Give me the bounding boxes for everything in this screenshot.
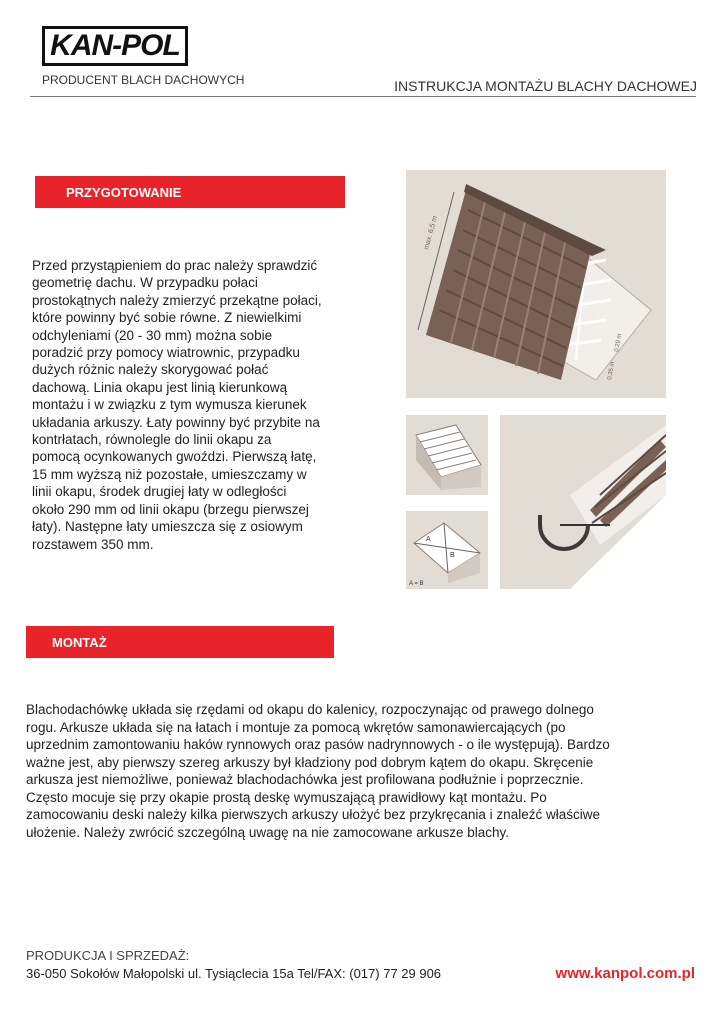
roof-battens-svg [406,415,488,495]
footer-website-link[interactable]: www.kanpol.com.pl [555,965,695,982]
preparation-paragraph: Przed przystąpieniem do prac należy sprawdzić geometrię dachu. W przypadku połaci prostokątnych należy zmierzyć przekątne połaci, które powinny być sobie równe. Z niewielkimi odchyleniami (20 - 30 mm) można sobie poradzić przy pomocy wiatrownic, przypadku dużych różnic należy skorygować połać dachową. Linia okapu jest linią kierunkową montażu i w związku z tym wymusza kierunek układania arkuszy. Łaty powinny być przybite na kontrłatach, równolegle do linii okapu za pomocą ocynkowanych gwoździ. Pierwszą łatę, 15 mm wyższą niż pozostałe, umieszczamy w linii okapu, środek drugiej łaty w odległości około 290 mm od linii okapu (brzegu pierwszej łaty). Następne łaty umieszcza się z osiowym rozstawem 350 mm. [32,258,322,552]
diagonal-equation: A = B [409,581,424,587]
diagonal-check-svg [406,511,488,589]
logo-text: KAN-POL [50,29,180,62]
header-divider [30,96,696,97]
section-heading-label: PRZYGOTOWANIE [66,185,182,200]
footer-address: 36-050 Sokołów Małopolski ul. Tysiąclecia 15a Tel/FAX: (017) 77 29 906 [26,966,442,981]
gutter-illustration [500,415,666,589]
dimension-label-long: max. 6,5 m [423,215,439,251]
company-logo [42,26,188,66]
dimension-label-short: 0,29 m [614,333,624,353]
section-heading-montaz [26,626,334,658]
roof-battens-illustration [406,415,488,495]
roof-illustration-svg [406,170,666,398]
section-heading-label: MONTAŻ [52,635,107,650]
dimension-label-short2: 0,35 m [607,361,617,381]
gutter-svg [500,415,666,589]
installation-paragraph: Blachodachówkę układa się rzędami od okapu do kalenicy, rozpoczynając od prawego dolnego rogu. Arkusze układa się na łatach i montuje za pomocą wkrętów samonawiercających (po uprzednim zamontowaniu haków rynnowych oraz pasów nadrynnowych - o ile występują). Bardzo ważne jest, aby pierwszy szereg arkuszy był kładziony pod dobrym kątem do okapu. Skręcenie arkusza jest niemożliwe, ponieważ blachodachówka jest profilowana podłużnie i poprzecznie. Często mocuje się przy okapie prostą deskę wymuszającą prawidłowy kąt montażu. Po zamocowaniu deski należy kilka pierwszych arkuszy ułożyć bez przykręcania i znaleźć właściwe ułożenie. Należy zwrócić szczególną uwagę na nie zamocowane arkusze blachy. [26,702,610,840]
diagonal-check-illustration [406,511,488,589]
diagonal-a-label: A [426,536,431,543]
diagonal-b-label: B [450,552,455,559]
footer-label: PRODUKCJA I SPRZEDAŻ: [26,948,190,963]
document-title: INSTRUKCJA MONTAŻU BLACHY DACHOWEJ [394,78,697,94]
section-heading-przygotowanie [35,176,345,208]
roof-illustration [406,170,666,398]
tagline: PRODUCENT BLACH DACHOWYCH [42,73,245,87]
